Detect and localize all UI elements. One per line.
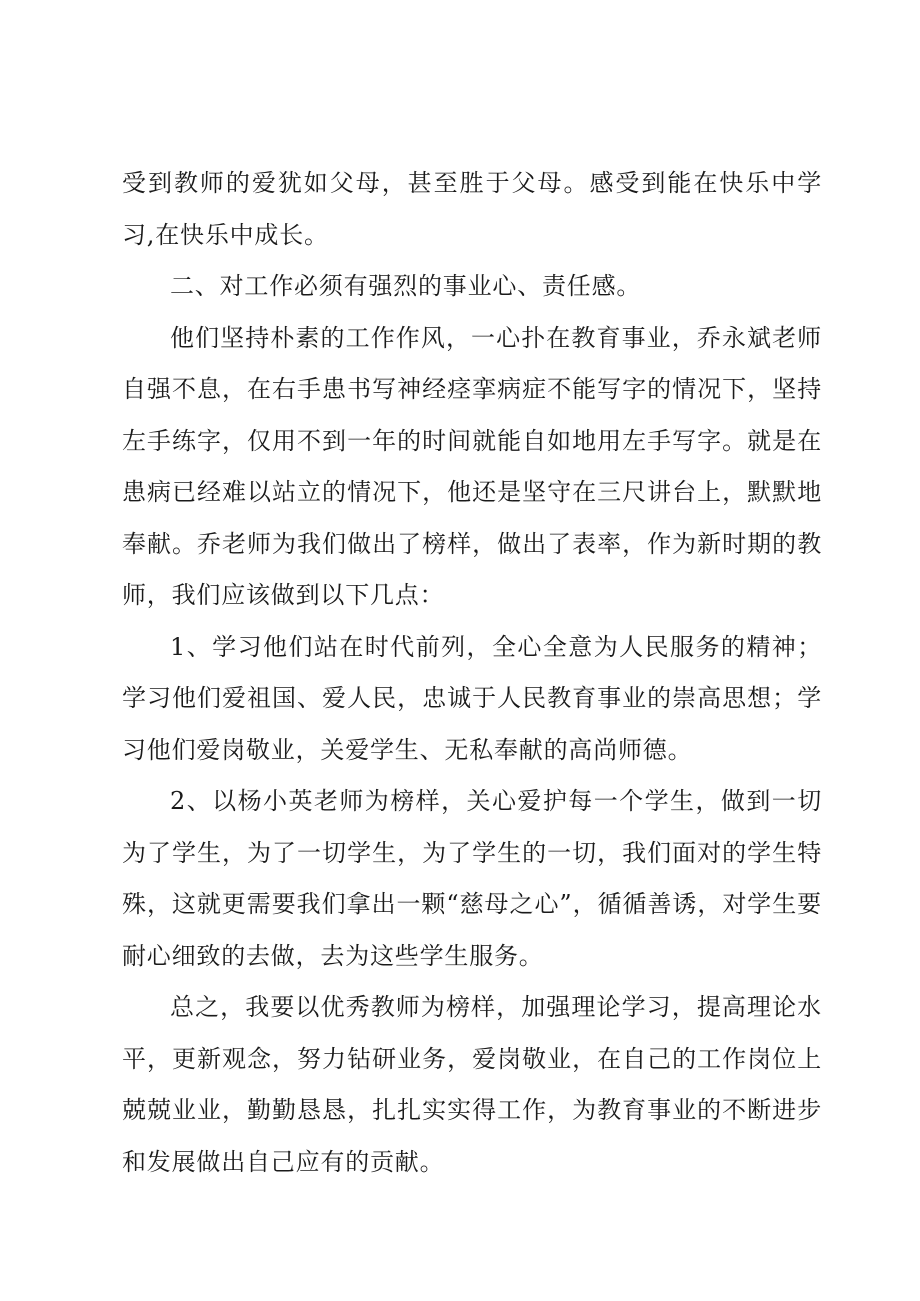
paragraph-continued: 受到教师的爱犹如父母，甚至胜于父母。感受到能在快乐中学习,在快乐中成长。	[122, 169, 822, 249]
document-body	[122, 158, 822, 1188]
paragraph-heading-2: 二、对工作必须有强烈的事业心、责任感。	[170, 272, 642, 300]
paragraph-point-1: 1、学习他们站在时代前列，全心全意为人民服务的精神；学习他们爱祖国、爱人民，忠诚于人民教育事业的崇高思想；学习他们爱岗敬业，关爱学生、无私奉献的高尚师德。	[122, 632, 822, 764]
paragraph-work-style: 他们坚持朴素的工作作风，一心扑在教育事业，乔永斌老师自强不息，在右手患书写神经痉挛病症不能写字的情况下，坚持左手练字，仅用不到一年的时间就能自如地用左手写字。就是在患病已经难以站立的情况下，他还是坚守在三尺讲台上，默默地奉献。乔老师为我们做出了榜样，做出了表率，作为新时期的教师，我们应该做到以下几点：	[122, 323, 822, 609]
paragraph-point-2: 2、以杨小英老师为榜样，关心爱护每一个学生，做到一切为了学生，为了一切学生，为了学生的一切，我们面对的学生特殊，这就更需要我们拿出一颗“慈母之心”，循循善诱，对学生要耐心细致的去做，去为这些学生服务。	[122, 787, 822, 970]
paragraph-conclusion: 总之，我要以优秀教师为榜样，加强理论学习，提高理论水平，更新观念，努力钻研业务，爱岗敬业，在自己的工作岗位上兢兢业业，勤勤恳恳，扎扎实实得工作，为教育事业的不断进步和发展做出自己应有的贡献。	[122, 993, 822, 1176]
